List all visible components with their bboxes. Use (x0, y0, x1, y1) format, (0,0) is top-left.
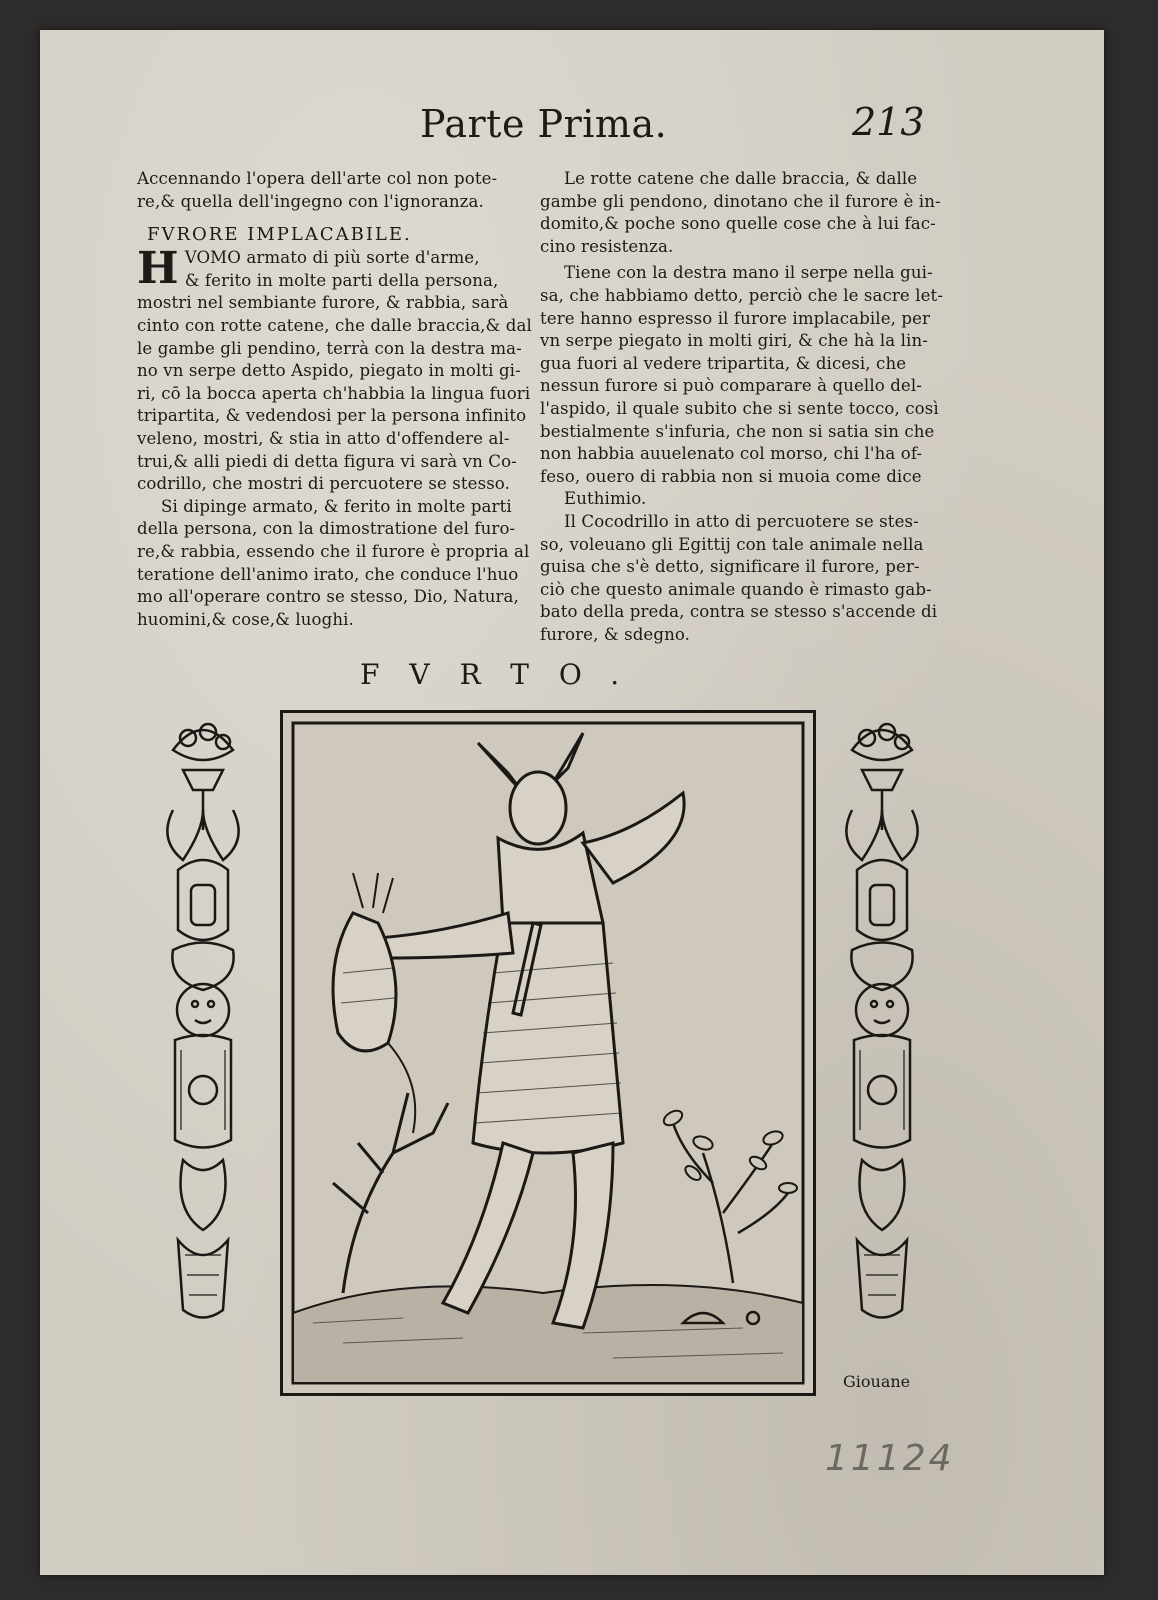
text-line: no vn serpe detto Aspido, piegato in molti gi- (137, 361, 521, 381)
text-line: tere hanno espresso il furore implacabile, per (540, 308, 931, 328)
left-text-column (137, 168, 532, 631)
text-line: Le rotte catene che dalle braccia, & dalle (564, 169, 918, 188)
text-line: non habbia auuelenato col morso, chi l'ha of- (540, 444, 923, 464)
text-line: sa, che habbiamo detto, perciò che le sacre let- (540, 285, 944, 305)
right-text-column (540, 168, 944, 646)
page-number: 213 (852, 100, 925, 144)
entry-paragraph (540, 262, 944, 511)
text-line: ciò che questo animale quando è rimasto gab- (540, 579, 932, 599)
ornament-column-icon (832, 710, 932, 1330)
text-line: le gambe gli pendino, terrà con la destra ma- (137, 338, 522, 358)
text-line: so, voleuano gli Egittij con tale animale nella (540, 534, 924, 554)
text-line: tripartita, & vedendosi per la persona infinito (137, 406, 527, 426)
text-line: teratione dell'animo irato, che conduce l'huo (137, 564, 519, 584)
text-line: re,& quella dell'ingegno con l'ignoranza. (137, 191, 484, 211)
ornamental-border-right (832, 710, 932, 1330)
drop-cap: H (137, 243, 179, 295)
text-line: l'aspido, il quale subito che si sente tocco, così (540, 398, 939, 418)
text-line: Si dipinge armato, & ferito in molte parti (161, 496, 512, 516)
handwritten-pencil-note: 11124 (825, 1438, 955, 1479)
entry-paragraph (137, 243, 532, 496)
text-line: furore, & sdegno. (540, 624, 691, 644)
book-page (40, 30, 1104, 1575)
text-line: Euthimio. (564, 489, 647, 509)
text-line: della persona, con la dimostratione del furo- (137, 519, 516, 539)
text-line: guisa che s'è detto, significare il furore, per- (540, 557, 920, 577)
text-line: huomini,& cose,& luoghi. (137, 609, 354, 629)
woodcut-illustration (280, 710, 816, 1396)
text-line: re,& rabbia, essendo che il furore è propria al (137, 541, 530, 561)
text-line: gambe gli pendono, dinotano che il furore è in- (540, 191, 941, 211)
text-line: codrillo, che mostri di percuotere se stesso. (137, 474, 510, 494)
entry-paragraph (540, 511, 938, 647)
ornamental-border-left (153, 710, 253, 1330)
thief-figure-icon (283, 713, 813, 1393)
text-line: Accennando l'opera dell'arte col non pote- (137, 169, 498, 188)
text-line: gua fuori al vedere tripartita, & dicesi, che (540, 353, 907, 373)
text-line: bato della preda, contra se stesso s'accende di (540, 602, 938, 622)
text-line: veleno, mostri, & stia in atto d'offendere al- (137, 428, 510, 448)
text-line: & ferito in molte parti della persona, (184, 270, 499, 290)
catchword: Giouane (843, 1372, 911, 1391)
text-line: VOMO armato di più sorte d'arme, (184, 248, 480, 268)
text-line: vn serpe piegato in molti giri, & che hà la lin- (540, 331, 928, 351)
text-line: nessun furore si può comparare à quello del- (540, 376, 922, 396)
entry-heading-furto: FVRTO. (360, 658, 650, 691)
text-line: mo all'operare contro se stesso, Dio, Natura, (137, 587, 519, 607)
text-line: feso, ouero di rabbia non si muoia come dice (540, 466, 922, 486)
text-line: cino resistenza. (540, 236, 674, 256)
text-line: domito,& poche sono quelle cose che à lui fac- (540, 214, 936, 234)
running-head: Parte Prima. (420, 102, 668, 146)
text-line: bestialmente s'infuria, che non si satia sin che (540, 421, 935, 441)
text-line: ri, cō la bocca aperta ch'habbia la lingua fuori (137, 383, 531, 403)
text-line: Tiene con la destra mano il serpe nella gui- (564, 263, 933, 283)
text-line: Il Cocodrillo in atto di percuotere se stes- (564, 511, 919, 531)
entry-paragraph (137, 496, 530, 632)
text-line: mostri nel sembiante furore, & rabbia, sarà (137, 293, 509, 313)
text-line: cinto con rotte catene, che dalle braccia,& dal (137, 315, 532, 335)
text-line: trui,& alli piedi di detta figura vi sarà vn Co- (137, 451, 517, 471)
entry-heading-furore: FVRORE IMPLACABILE. (147, 224, 412, 246)
ornament-column-icon (153, 710, 253, 1330)
entry-paragraph (540, 168, 941, 258)
